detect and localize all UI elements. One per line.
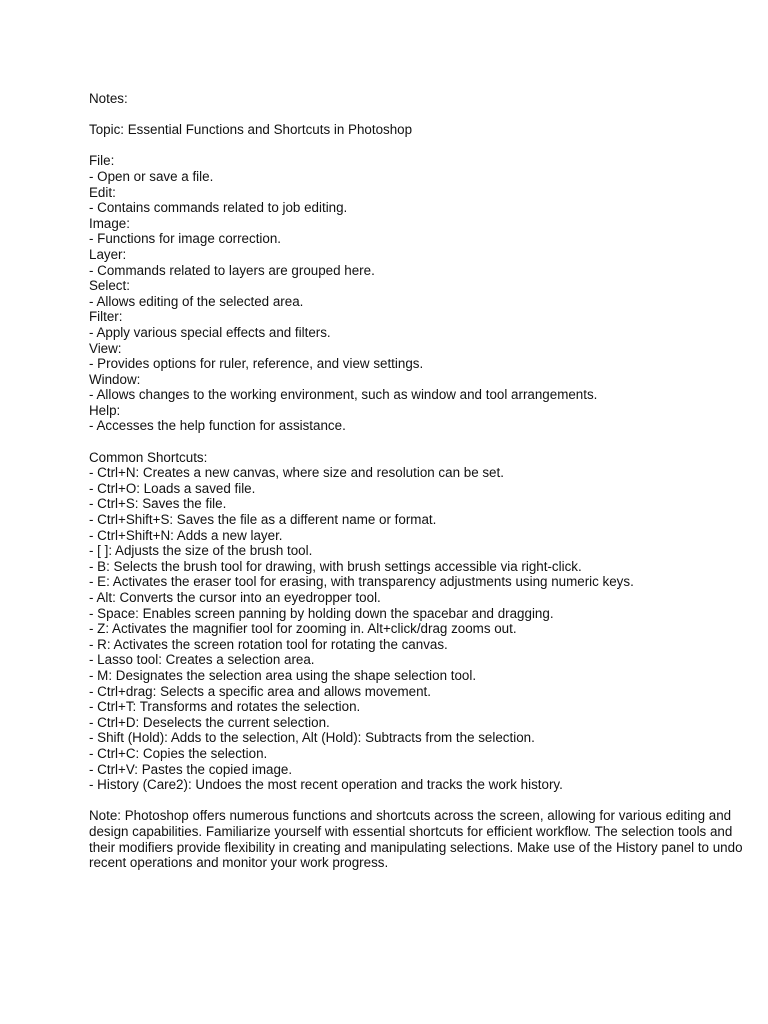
spacer (89, 793, 749, 809)
spacer (89, 107, 749, 123)
shortcut-item: - Shift (Hold): Adds to the selection, Alt (Hold): Subtracts from the selection. (89, 730, 535, 746)
menu-desc-image: - Functions for image correction. (89, 231, 282, 247)
shortcut-item: - Lasso tool: Creates a selection area. (89, 652, 315, 668)
menu-label-select: Select: (89, 278, 130, 294)
shortcut-item: - History (Care2): Undoes the most recent operation and tracks the work history. (89, 777, 563, 793)
shortcut-item: - B: Selects the brush tool for drawing, with brush settings accessible via right-click. (89, 558, 582, 574)
shortcut-item: - E: Activates the eraser tool for erasing, with transparency adjustments using numeric keys. (89, 574, 634, 590)
shortcut-item: - Ctrl+V: Pastes the copied image. (89, 761, 293, 777)
menu-label-window: Window: (89, 371, 141, 387)
spacer (89, 138, 749, 154)
shortcut-item: - R: Activates the screen rotation tool for rotating the canvas. (89, 636, 448, 652)
shortcut-item: - Ctrl+drag: Selects a specific area and allows movement. (89, 683, 431, 699)
menu-desc-layer: - Commands related to layers are grouped here. (89, 262, 375, 278)
menu-desc-filter: - Apply various special effects and filters. (89, 324, 331, 340)
menu-label-help: Help: (89, 402, 121, 418)
shortcuts-heading: Common Shortcuts: (89, 449, 208, 465)
menu-label-layer: Layer: (89, 246, 127, 262)
menu-label-edit: Edit: (89, 184, 116, 200)
shortcut-item: - Z: Activates the magnifier tool for zooming in. Alt+click/drag zooms out. (89, 621, 517, 637)
menu-label-view: View: (89, 340, 122, 356)
shortcut-item: - Ctrl+O: Loads a saved file. (89, 480, 256, 496)
notes-heading: Notes: (89, 91, 128, 106)
shortcut-item: - Ctrl+D: Deselects the current selection. (89, 714, 330, 730)
shortcut-item: - Ctrl+C: Copies the selection. (89, 745, 268, 761)
spacer (89, 434, 749, 450)
shortcut-item: - Ctrl+Shift+N: Adds a new layer. (89, 527, 283, 543)
topic-line: Topic: Essential Functions and Shortcuts in Photoshop (89, 122, 413, 138)
menu-desc-edit: - Contains commands related to job editing. (89, 200, 348, 216)
shortcut-item: - [ ]: Adjusts the size of the brush tool. (89, 543, 313, 559)
menu-label-filter: Filter: (89, 309, 123, 325)
menu-label-file: File: (89, 153, 115, 169)
shortcut-item: - M: Designates the selection area using the shape selection tool. (89, 667, 477, 683)
closing-note: Note: Photoshop offers numerous functions and shortcuts across the screen, allowing for various editing and design capabilities. Familiarize yourself with essential shortcuts for efficient workflow. The selection tools and their modifiers provide flexibility in creating and manipulating selections. Make use of the History panel to undo recent operations and monitor your work progress. (89, 808, 743, 871)
shortcuts-section (89, 450, 749, 793)
shortcut-item: - Space: Enables screen panning by holding down the spacebar and dragging. (89, 605, 554, 621)
menu-desc-file: - Open or save a file. (89, 168, 214, 184)
menu-section (89, 153, 749, 434)
shortcut-item: - Alt: Converts the cursor into an eyedropper tool. (89, 590, 381, 605)
document-page (89, 91, 749, 871)
shortcut-item: - Ctrl+Shift+S: Saves the file as a different name or format. (89, 512, 437, 528)
shortcut-item: - Ctrl+S: Saves the file. (89, 496, 227, 512)
menu-desc-window: - Allows changes to the working environment, such as window and tool arrangements. (89, 387, 598, 403)
shortcut-item: - Ctrl+N: Creates a new canvas, where size and resolution can be set. (89, 465, 504, 481)
menu-desc-view: - Provides options for ruler, reference, and view settings. (89, 356, 424, 372)
menu-desc-help: - Accesses the help function for assistance. (89, 418, 346, 434)
menu-label-image: Image: (89, 215, 130, 231)
shortcut-item: - Ctrl+T: Transforms and rotates the selection. (89, 699, 361, 715)
menu-desc-select: - Allows editing of the selected area. (89, 293, 304, 309)
